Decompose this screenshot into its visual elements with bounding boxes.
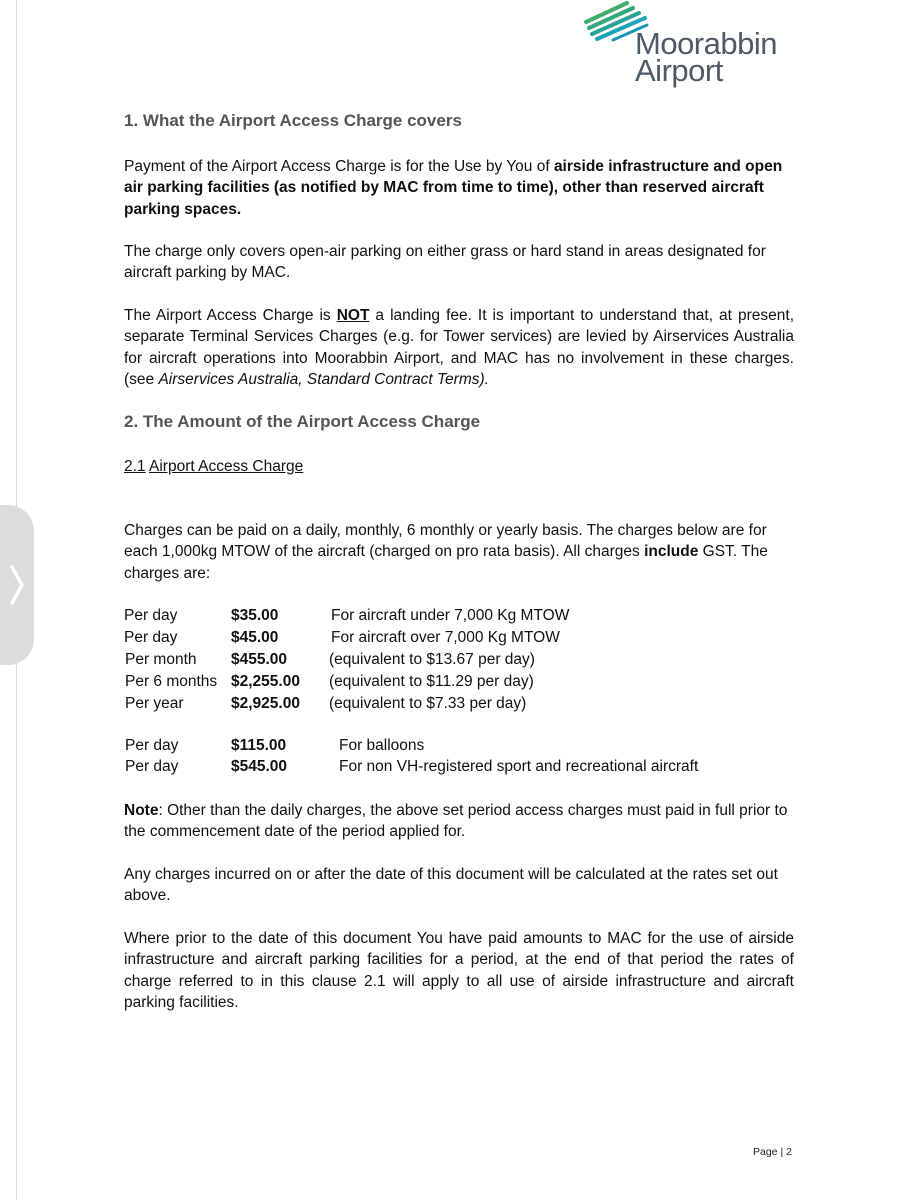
section-1-heading: 1. What the Airport Access Charge covers: [124, 111, 462, 130]
rate-period: Per day: [125, 758, 179, 775]
p3-italic-reference: Airservices Australia, Standard Contract Terms).: [158, 370, 489, 388]
p1-text: Payment of the Airport Access Charge is for the Use by You of: [124, 158, 554, 175]
prior-payments-paragraph: Where prior to the date of this document You have paid amounts to MAC for the use of airside infrastructure and aircraft parking facilities for a period, at the end of that period the rates of charge referred to in this clause 2.1 will apply to all use of airside infrastructure and aircraft parking facilities.: [124, 930, 794, 1011]
page-number: 2: [786, 1146, 792, 1158]
rate-period: Per day: [124, 629, 178, 646]
section-1-paragraph-1: [124, 156, 796, 220]
rate-note: (equivalent to $13.67 per day): [329, 651, 535, 668]
section-1-paragraph-3: [124, 305, 794, 390]
section-2-heading: 2. The Amount of the Airport Access Charge: [124, 412, 481, 431]
chevron-right-icon: [6, 561, 28, 609]
moorabbin-airport-logo: [583, 0, 803, 92]
rate-note: For aircraft under 7,000 Kg MTOW: [331, 607, 570, 624]
subsection-title: Airport Access Charge: [149, 458, 304, 475]
section-2-intro: [124, 520, 794, 584]
rate-amount: $2,255.00: [231, 673, 300, 690]
rate-amount: $45.00: [231, 629, 279, 646]
rate-period: Per 6 months: [125, 673, 218, 690]
intro-bold-include: include: [644, 543, 699, 561]
subsection-2-1-heading: [124, 456, 794, 477]
rate-period: Per day: [124, 607, 178, 624]
rate-period: Per year: [125, 695, 184, 712]
charges-incurred-paragraph: Any charges incurred on or after the date of this document will be calculated at the rates set out above.: [124, 866, 778, 905]
rate-note: (equivalent to $7.33 per day): [329, 695, 527, 712]
intro-text-after: GST. The charges are:: [124, 543, 768, 582]
note-label: Note: [124, 802, 159, 819]
rate-amount: $545.00: [231, 758, 288, 775]
logo-text-moorabbin: Moorabbin: [635, 26, 777, 61]
note-paragraph: [124, 800, 794, 843]
subsection-number: 2.1: [124, 458, 146, 475]
intro-text-before: Charges can be paid on a daily, monthly, 6 monthly or yearly basis. The charges below are for each 1,000kg MTOW of the aircraft (charged on pro rata basis). All charges: [124, 522, 767, 561]
p1-bold-text: airside infrastructure and open air parking facilities (as notified by MAC from time to time), other than reserved aircraft parking spaces.: [124, 158, 783, 218]
rate-amount: $115.00: [231, 737, 287, 754]
note-text: : Other than the daily charges, the above set period access charges must paid in full prior to the commencement date of the period applied for.: [124, 802, 788, 841]
rate-note: For non VH-registered sport and recreational aircraft: [339, 758, 699, 775]
rate-amount: $35.00: [231, 607, 279, 624]
page-separator: |: [777, 1146, 787, 1158]
rate-note: For balloons: [339, 737, 425, 754]
rate-period: Per day: [125, 737, 179, 754]
rate-note: (equivalent to $11.29 per day): [329, 673, 534, 690]
rate-period: Per month: [125, 651, 197, 668]
side-panel-tab[interactable]: [0, 505, 34, 665]
logo-text-airport: Airport: [635, 53, 723, 88]
rate-amount: $2,925.00: [231, 695, 300, 712]
section-1-paragraph-2: The charge only covers open-air parking on either grass or hard stand in areas designated for aircraft parking by MAC.: [124, 243, 766, 282]
p3-text-before: The Airport Access Charge is: [124, 307, 337, 324]
rate-amount: $455.00: [231, 651, 288, 668]
p3-text-middle: a landing fee. It is important to understand that, at present, separate Terminal Services Charges (e.g. for Tower services) are levied by Airservices Australia for aircraft operations into Moorabbin Airport, and MAC has no involvement in these charges. (see: [124, 307, 794, 388]
page-number-footer: [753, 1146, 792, 1158]
not-emphasis: NOT: [336, 307, 370, 324]
rate-note: For aircraft over 7,000 Kg MTOW: [331, 629, 560, 646]
page-label: Page: [753, 1146, 778, 1158]
